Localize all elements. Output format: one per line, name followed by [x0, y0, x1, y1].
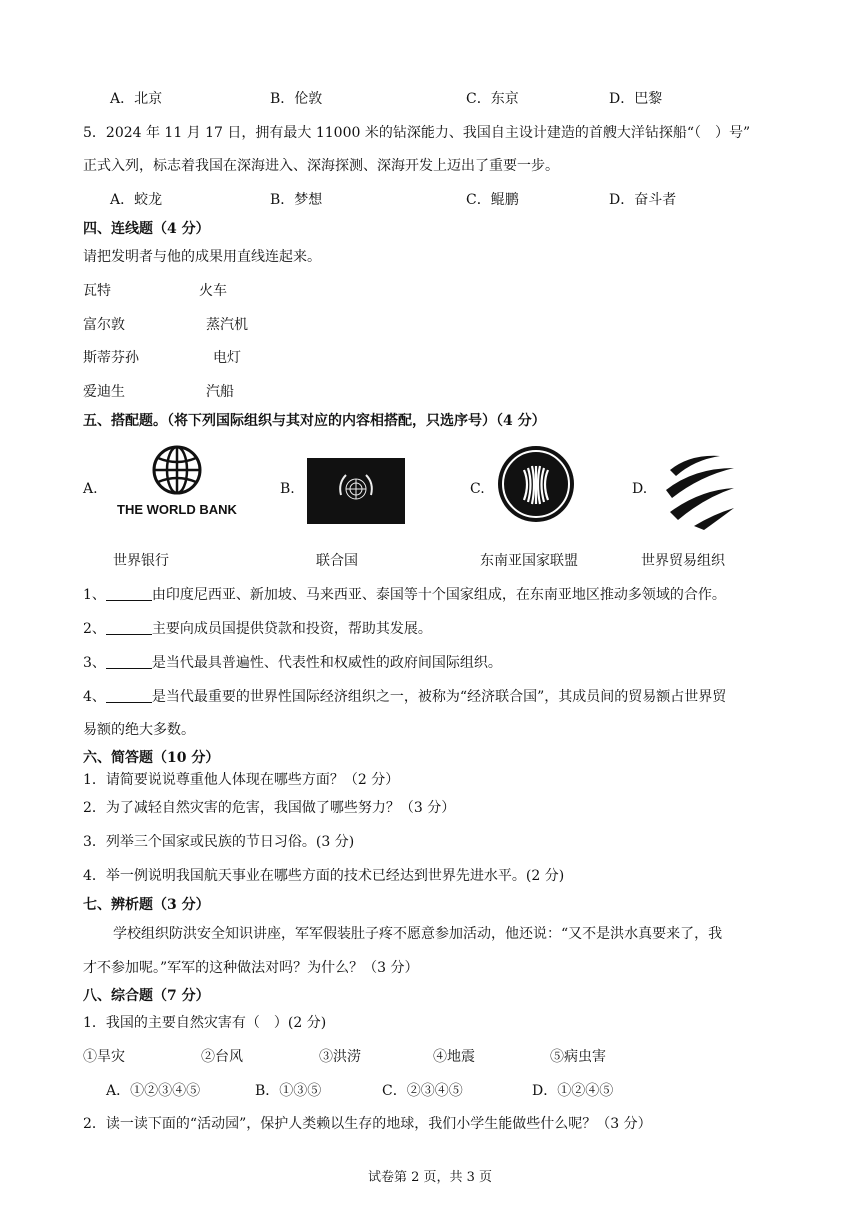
wto-logo: [660, 446, 740, 530]
inventor-3: 斯蒂芬孙: [83, 350, 139, 366]
item-text: 是当代最重要的世界性国际经济组织之一，被称为“经济联合国”，其成员间的贸易额占世界贸: [151, 689, 727, 705]
section6-title: 六、简答题（10 分）: [83, 750, 220, 766]
logo-letter-c: C.: [470, 481, 485, 497]
inventor-2: 富尔敦: [83, 317, 125, 333]
q5-option-d: D．奋斗者: [609, 192, 677, 208]
logo-letter-b: B.: [280, 481, 295, 497]
disaster-5: ⑤病虫害: [550, 1049, 606, 1065]
q4-option-b: B．伦敦: [270, 91, 323, 107]
disaster-4: ④地震: [433, 1049, 475, 1065]
invention-1: 火车: [199, 283, 227, 299]
answer-blank[interactable]: [106, 586, 152, 601]
q5-line2: 正式入列，标志着我国在深海进入、深海探测、深海开发上迈出了重要一步。: [83, 158, 559, 174]
matching-item-2: [83, 620, 432, 638]
q5-option-b: B．梦想: [270, 192, 323, 208]
caption-world-bank: 世界银行: [113, 553, 169, 569]
item-number: 1、: [83, 587, 106, 603]
q4-option-a: A．北京: [110, 91, 163, 107]
section7-line1: 学校组织防洪安全知识讲座，军军假装肚子疼不愿意参加活动，他还说：“又不是洪水真要来了，我: [113, 926, 723, 942]
q4-option-d: D．巴黎: [609, 91, 663, 107]
item-number: 3、: [83, 655, 106, 671]
answer-blank[interactable]: [106, 654, 152, 669]
q5-line1: 5．2024 年 11 月 17 日，拥有最大 11000 米的钻深能力、我国自主设计建造的首艘大洋钻探船“（ ）号”: [83, 125, 751, 141]
inventor-1: 瓦特: [83, 283, 111, 299]
section8-title: 八、综合题（7 分）: [83, 988, 210, 1004]
logo-letter-d: D.: [632, 481, 648, 497]
invention-3: 电灯: [213, 350, 241, 366]
matching-item-1: [83, 586, 726, 604]
disaster-3: ③洪涝: [319, 1049, 361, 1065]
section8-q2: 2．读一读下面的“活动园”，保护人类赖以生存的地球，我们小学生能做些什么呢？（3 分）: [83, 1116, 652, 1132]
matching-item-4: [83, 688, 726, 706]
section4-instruction: 请把发明者与他的成果用直线连起来。: [83, 249, 321, 265]
item-text: 是当代最具普遍性、代表性和权威性的政府间国际组织。: [151, 655, 502, 671]
answer-blank[interactable]: [106, 620, 152, 635]
invention-4: 汽船: [206, 384, 234, 400]
item-number: 4、: [83, 689, 106, 705]
q4-option-c: C．东京: [466, 91, 519, 107]
matching-item-3: [83, 654, 502, 672]
section4-title: 四、连线题（4 分）: [83, 221, 210, 237]
choice-a: A．①②③④⑤: [106, 1083, 201, 1099]
disaster-1: ①旱灾: [83, 1049, 125, 1065]
choice-c: C．②③④⑤: [382, 1083, 463, 1099]
caption-wto: 世界贸易组织: [641, 553, 725, 569]
short-answer-4: 4．举一例说明我国航天事业在哪些方面的技术已经达到世界先进水平。(2 分): [83, 868, 565, 884]
disaster-2: ②台风: [201, 1049, 243, 1065]
un-flag-logo: [307, 458, 405, 524]
choice-b: B．①③⑤: [255, 1083, 322, 1099]
invention-2: 蒸汽机: [206, 317, 248, 333]
matching-item-4-cont: 易额的绝大多数。: [83, 722, 195, 738]
section7-title: 七、辨析题（3 分）: [83, 897, 210, 913]
choice-d: D．①②④⑤: [532, 1083, 614, 1099]
world-bank-logo-text: THE WORLD BANK: [117, 502, 237, 517]
answer-blank[interactable]: [106, 688, 152, 703]
page-footer: 试卷第 2 页，共 3 页: [367, 1170, 493, 1185]
short-answer-2: 2．为了减轻自然灾害的危害，我国做了哪些努力？（3 分）: [83, 800, 456, 816]
item-number: 2、: [83, 621, 106, 637]
section8-q1: 1．我国的主要自然灾害有（ ）(2 分): [83, 1015, 327, 1031]
inventor-4: 爱迪生: [83, 384, 125, 400]
caption-asean: 东南亚国家联盟: [480, 553, 578, 569]
logo-letter-a: A.: [83, 481, 98, 497]
world-bank-logo: [112, 444, 242, 520]
item-text: 主要向成员国提供贷款和投资，帮助其发展。: [151, 621, 432, 637]
asean-logo: [496, 444, 576, 524]
section7-line2: 才不参加呢。”军军的这种做法对吗？为什么？（3 分）: [83, 960, 419, 976]
q5-option-a: A．蛟龙: [110, 192, 163, 208]
short-answer-1: 1．请简要说说尊重他人体现在哪些方面？（2 分）: [83, 772, 400, 788]
section5-title: 五、搭配题。（将下列国际组织与其对应的内容相搭配，只选序号）（4 分）: [83, 413, 546, 429]
q5-option-c: C．鲲鹏: [466, 192, 519, 208]
short-answer-3: 3．列举三个国家或民族的节日习俗。(3 分): [83, 834, 355, 850]
caption-un: 联合国: [316, 553, 358, 569]
item-text: 由印度尼西亚、新加坡、马来西亚、泰国等十个国家组成，在东南亚地区推动多领域的合作。: [151, 587, 726, 603]
